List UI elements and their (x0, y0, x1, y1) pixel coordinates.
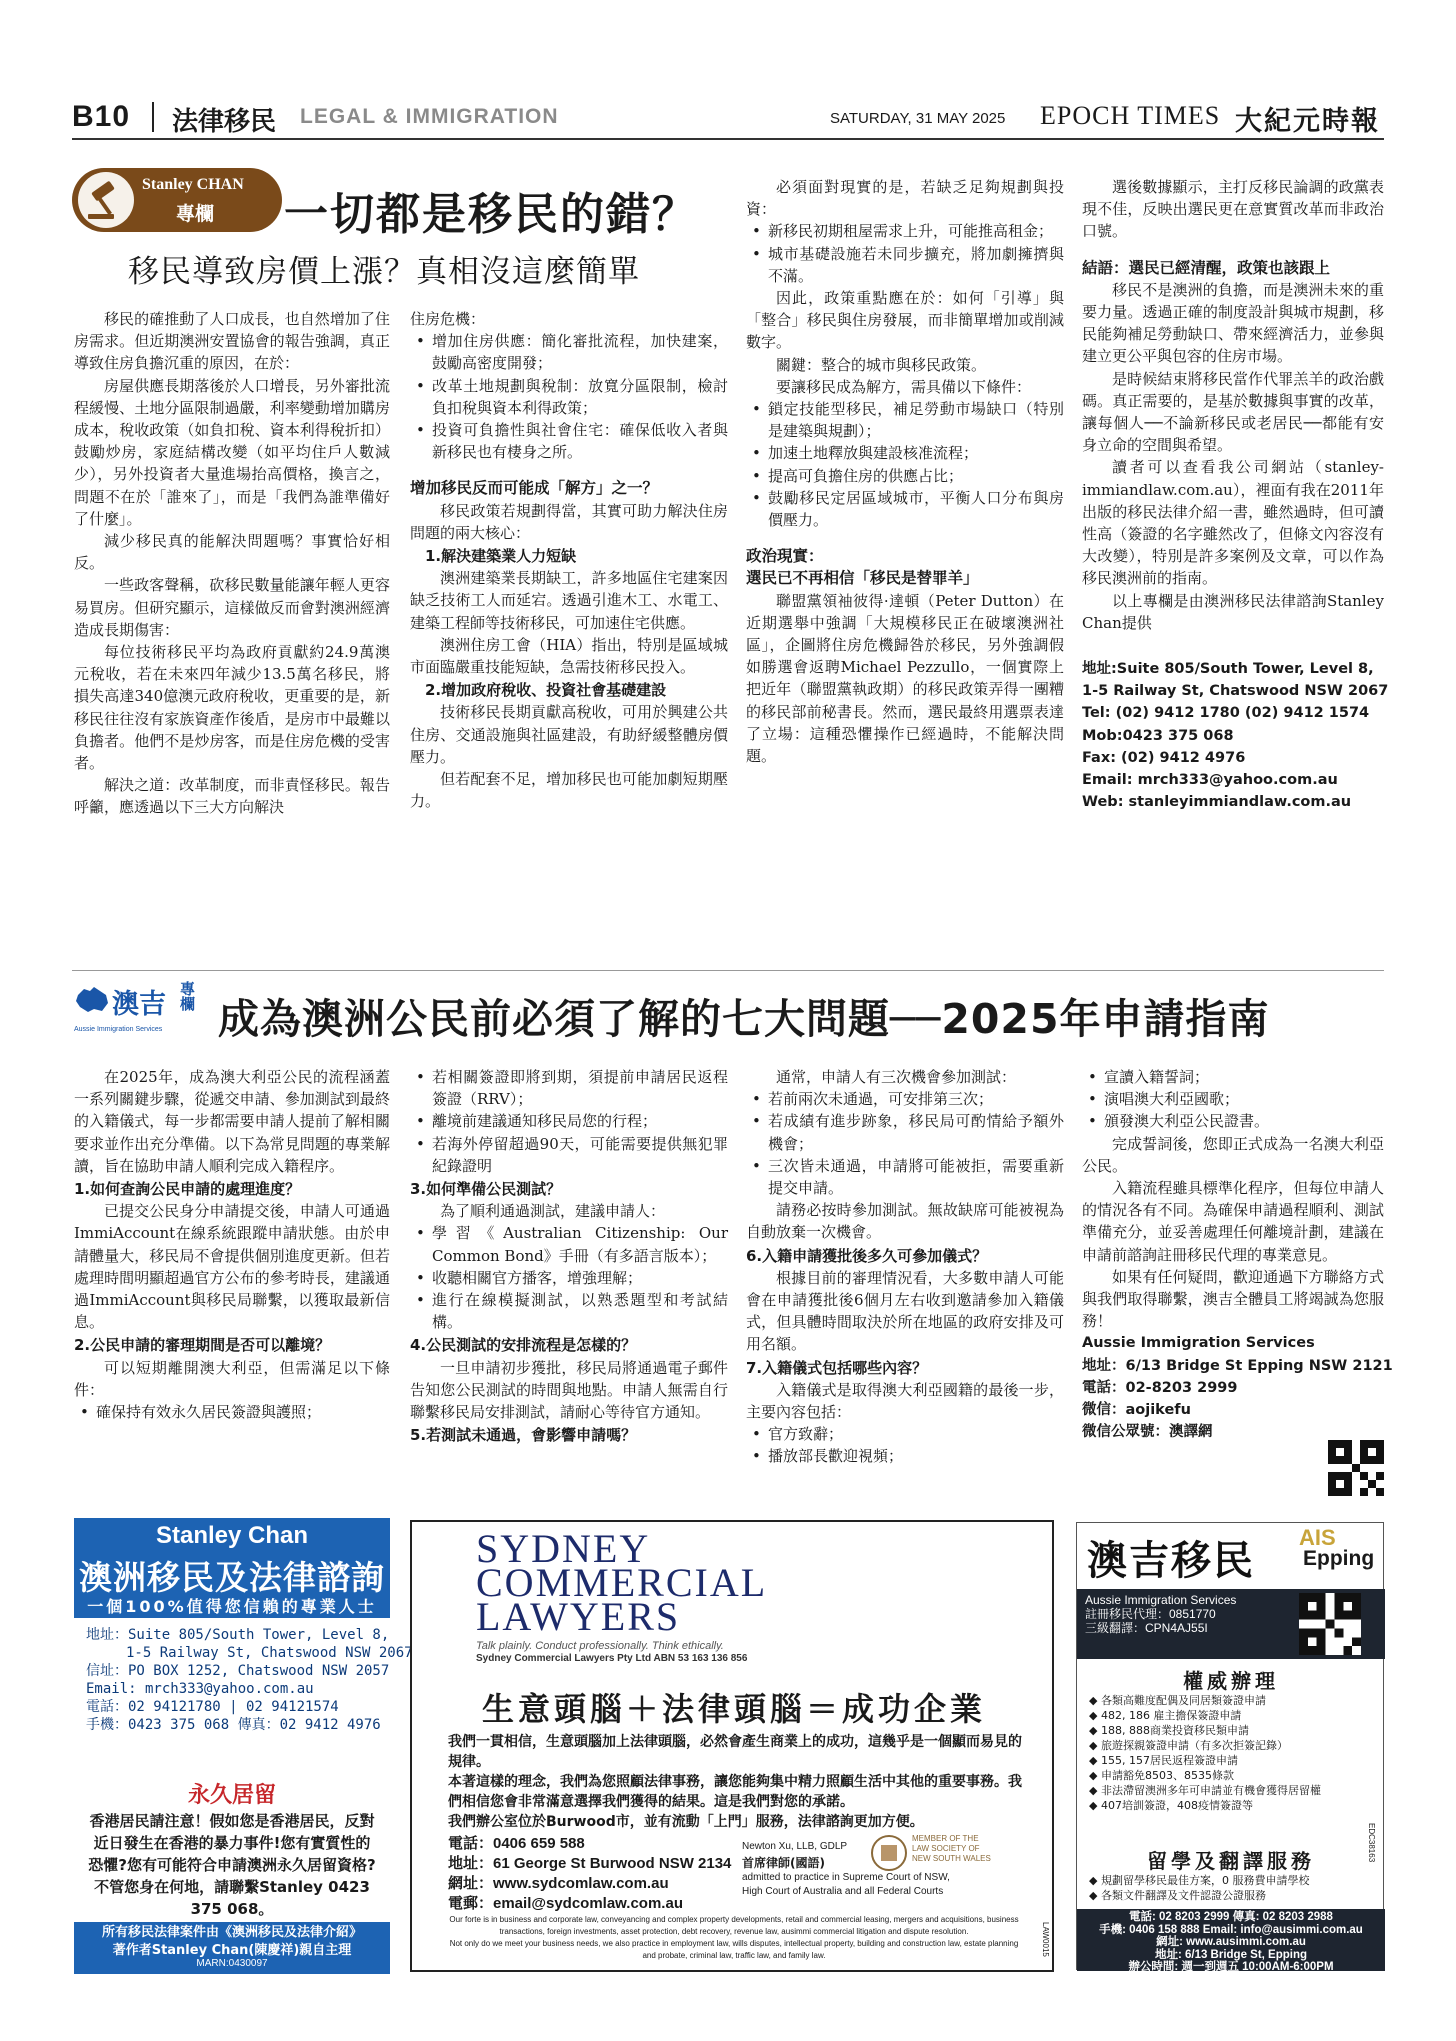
ad-code: LAW0015 (1041, 1922, 1050, 1957)
services-list (1089, 1873, 1379, 1903)
wechat-official: 微信公眾號：澳譯網 (1082, 1424, 1213, 1441)
bullet-list (410, 330, 728, 463)
list-item: ◆ 申請豁免8503、8535條款 (1089, 1769, 1234, 1782)
website: Web: stanleyimmiandlaw.com.au (1082, 794, 1352, 811)
services-heading: 權威辦理 (1183, 1669, 1279, 1693)
column-brand: 澳吉 (112, 989, 166, 1020)
list-item: • 鼓勵移民定居區域城市，平衡人口分布與房價壓力。 (746, 487, 1064, 531)
list-item: • 頒發澳大利亞公民證書。 (1082, 1110, 1384, 1132)
paragraph: 以上專欄是由澳洲移民法律諮詢Stanley Chan提供 (1082, 591, 1384, 632)
footer-line: 週六、週日請預約 (1185, 1973, 1277, 1986)
list-item: ◆ 規劃留學移民最佳方案，0 服務費申請學校 (1089, 1874, 1310, 1887)
list-item: • 若前兩次未通過，可安排第三次； (746, 1088, 1064, 1110)
column-label: 專欄 (176, 203, 215, 225)
ad-title: 澳洲移民及法律諮詢 (79, 1558, 385, 1597)
services-heading: 留學及翻譯服務 (1147, 1849, 1315, 1873)
company-name: Aussie Immigration Services (1082, 1335, 1315, 1352)
mobile: Mob:0423 375 068 (1082, 727, 1234, 744)
page-number: B10 (72, 100, 131, 133)
paragraph: 在2025年，成為澳大利亞公民的流程涵蓋一系列關鍵步驟，從遞交申請、參加測試到最終的入籍儀式，每一步都需要申請人提前了解相關要求並作出充分準備。以下為常見問題的專業解讀，旨在協助申請人順利完成入籍程序。 (74, 1068, 390, 1175)
masthead-zh: 大紀元時報 (1235, 106, 1380, 137)
list-item: • 增加住房供應：簡化審批流程，加快建案，鼓勵高密度開發； (410, 330, 728, 374)
email: 電郵：email@sydcomlaw.com.au (448, 1895, 683, 1912)
paragraph: 通常，申請人有三次機會參加測試： (776, 1068, 1017, 1086)
logo-line: COMMERCIAL (476, 1560, 768, 1605)
marn-number: MARN:0430097 (196, 1958, 268, 1969)
paragraph: 移民政策若規劃得當，其實可助力解決住房問題的兩大核心： (410, 501, 728, 542)
column-label: 專欄 (180, 980, 196, 1013)
paragraph: 減少移民真的能解決問題嗎？事實恰好相反。 (74, 532, 390, 573)
phone: 電話：02-8203 2999 (1082, 1379, 1238, 1396)
paragraph: 但若配套不足，增加移民也可能加劇短期壓力。 (410, 770, 728, 811)
ad-title: 澳吉移民 (1087, 1538, 1255, 1584)
agent-number: 註冊移民代理：0851770 (1085, 1607, 1216, 1621)
paragraph: 要讓移民成為解方，需具備以下條件： (776, 377, 1032, 396)
paragraph: 如果有任何疑問，歡迎通過下方聯絡方式與我們取得聯繫，澳吉全體員工將竭誠為您服務！ (1082, 1267, 1384, 1331)
list-item: • 確保持有效永久居民簽證與護照； (74, 1401, 390, 1423)
list-item: • 官方致辭； (746, 1423, 1064, 1445)
ad-contact (74, 1626, 413, 1734)
email: Email: mrch333@yahoo.com.au (1082, 772, 1338, 789)
lawyer-name: Newton Xu, LLB, GDLP (742, 1841, 848, 1852)
paragraph: 必須面對現實的是，若缺乏足夠規劃與投資： (746, 178, 1064, 219)
list-item: ◆ 407培訓簽證，408疫情簽證等 (1089, 1799, 1253, 1812)
address-line: 地址:Suite 805/South Tower, Level 8, (1082, 661, 1374, 678)
section-heading: 選民已不再相信「移民是替罪羊」 (746, 569, 979, 588)
question-heading: 7.入籍儀式包括哪些內容？ (746, 1358, 928, 1377)
paragraph: 讀者可以查看我公司網站（stanley-immiandlaw.com.au），裡面有我在2011年出版的移民法律介紹一書，雖然過時，但可讀性高（簽證的名字雖然改了，但條文內容沒有大改變），特別是許多案例及文章，可以作為移民澳洲前的指南。 (1082, 458, 1384, 588)
question-heading: 4.公民測試的安排流程是怎樣的？ (410, 1336, 637, 1355)
paragraph: 一些政客聲稱，砍移民數量能讓年輕人更容易買房。但研究顯示，這樣做反而會對澳洲經濟造成長期傷害： (74, 576, 390, 639)
paragraph: 澳洲建築業長期缺工，許多地區住宅建案因缺乏技術工人而延宕。透過引進木工、水電工、建築工程師等技術移民，可加速住宅供應。 (410, 569, 728, 632)
masthead-en: EPOCH TIMES (1040, 101, 1221, 130)
fine-print-line: Our forte is in business and corporate law, conveyancing and complex property developments, retail and commercial leasing, mergers and acquisitions, business transactions, foreign investments, asset protection, debt recovery, revenue law, ausimmi commercial litigation and dispute resolution. (449, 1915, 1019, 1936)
company-name: Aussie Immigration Services (1085, 1593, 1237, 1607)
services-list (1089, 1693, 1379, 1813)
article2-column-2 (410, 1066, 728, 1446)
paragraph: 我們一貫相信，生意頭腦加上法律頭腦，必然會產生商業上的成功，這幾乎是一個顯而易見的規律。 (448, 1734, 1022, 1770)
list-item: ◆ 旅遊探親簽證申請（有多次拒簽記錄） (1089, 1739, 1288, 1752)
list-item: • 改革土地規劃與稅制：放寬分區限制，檢討負扣稅與資本利得政策； (410, 375, 728, 419)
branch-name: Epping (1303, 1547, 1375, 1570)
stanley-chan-ad (74, 1518, 413, 1974)
section-title-en: LEGAL & IMMIGRATION (300, 105, 559, 128)
gavel-icon (78, 172, 134, 228)
footer-line: 辦公時間: 週一到週五 10:00AM-6:00PM (1128, 1961, 1334, 1973)
columnist-name: Stanley CHAN (142, 176, 244, 193)
address-line: 1-5 Railway St, Chatswood NSW 2067 (126, 1645, 413, 1661)
paragraph: 一旦申請初步獲批，移民局將通過電子郵件告知您公民測試的時間與地點。申請人無需自行聯繫移民局安排測試，請耐心等待官方通知。 (410, 1358, 728, 1422)
paragraph: 聯盟黨領袖彼得·達頓（Peter Dutton）在近期選舉中強調「大規模移民正在破壞澳洲社區」，企圖將住房危機歸咎於移民，另外強調假如勝選會返聘Michael Pezzullo，一個實際上把近年（聯盟黨執政期）的移民政策弄得一團糟的移民部前秘書長。然而，選民最終用選票表達了立場：這種恐懼操作已經過時，不能解決問題。 (746, 591, 1064, 766)
email: Email: mrch333@yahoo.com.au (86, 1681, 314, 1697)
paragraph: 每位技術移民平均為政府貢獻約24.9萬澳元稅收，若在未來四年減少13.5萬名移民，將損失高達340億澳元政府稅收，更重要的是，新移民往往沒有家族資產作後盾，是房市中最難以負擔者。他們不是炒房客，而是住房危機的受害者。 (74, 643, 390, 773)
address-line: 1-5 Railway St, Chatswood NSW 2067 (1082, 683, 1389, 700)
pr-heading: 永久居留 (187, 1783, 276, 1808)
question-heading: 2.公民申請的審理期間是否可以離境？ (74, 1336, 331, 1355)
article2-column-4 (1082, 1066, 1393, 1443)
phone: 電話：02 94121780 | 02 94121574 (86, 1699, 339, 1715)
mobile: 手機：0423 375 068 傳真：02 9412 4976 (86, 1717, 381, 1733)
list-item: • 提高可負擔住房的供應占比； (746, 465, 1064, 487)
footer-line: 著作者Stanley Chan(陳慶祥)親自主理 (112, 1943, 352, 1958)
bullet-list (1082, 1066, 1384, 1133)
ad-headline: 生意頭腦＋法律頭腦＝成功企業 (481, 1690, 986, 1728)
ad-slogan: 一個100%值得您信賴的專業人士 (87, 1597, 377, 1616)
footer-line: 電話: 02 8203 2999 傳真: 02 8203 2988 (1129, 1911, 1333, 1923)
section-heading: 增加移民反而可能成「解方」之一？ (410, 479, 659, 498)
paragraph: 本著這樣的理念，我們為您照顧法律事務，讓您能夠集中精力照顧生活中其他的重要事務。我們相信您會非常滿意選擇我們獲得的結果。這是我們對您的承諾。 (448, 1774, 1022, 1810)
phone: Tel: (02) 9412 1780 (02) 9412 1574 (1082, 705, 1370, 722)
qr-code (1328, 1440, 1384, 1502)
ais-logo: AIS (1299, 1525, 1336, 1550)
paragraph: 已提交公民身分申請提交後，申請人可通過ImmiAccount在線系統跟蹤申請狀態。由於申請體量大，移民局不會提供個別進度更新。但若處理時間明顯超過官方公布的參考時長，建議通過ImmiAccount與移民局聯繫，以獲取最新信息。 (74, 1202, 390, 1332)
footer-line: 網址: www.ausimmi.com.au (1156, 1936, 1306, 1948)
header-divider (152, 102, 154, 132)
list-item: • 若相關簽證即將到期，須提前申請居民返程簽證（RRV）； (410, 1066, 728, 1110)
question-heading: 5.若測試未通過，會影響申請嗎？ (410, 1426, 637, 1445)
sub-heading: 1.解決建築業人力短缺 (425, 547, 577, 566)
paragraph: 請務必按時參加測試。無故缺席可能被視為自動放棄一次機會。 (746, 1201, 1064, 1242)
paragraph: 關鍵：整合的城市與移民政策。 (776, 355, 987, 374)
paragraph: 移民的確推動了人口成長，也自然增加了住房需求。但近期澳洲安置協會的報告強調，真正導致住房負擔沉重的原因，在於： (74, 310, 390, 373)
section-heading: 結語：選民已經清醒，政策也該跟上 (1082, 258, 1331, 277)
section-heading: 政治現實： (746, 547, 824, 566)
list-item: • 新移民初期租屋需求上升，可能推高租金； (746, 220, 1064, 242)
lawyer-title: 首席律師(國語) (742, 1856, 825, 1870)
lawyer-admission: admitted to practice in Supreme Court of NSW, (742, 1872, 950, 1883)
section-title-zh: 法律移民 (172, 107, 277, 137)
ad-fine-print (442, 1914, 1026, 1962)
article2-column-3 (746, 1066, 1064, 1468)
section-divider (72, 970, 1384, 971)
article2-column-1 (74, 1066, 390, 1423)
ad-name: Stanley Chan (155, 1522, 309, 1549)
list-item: ◆ 155, 157居民返程簽證申請 (1089, 1754, 1238, 1767)
firm-logo (476, 1526, 768, 1639)
article1-column-2 (410, 308, 728, 812)
bullet-list (746, 1423, 1064, 1467)
list-item: • 學習《Australian Citizenship: Our Common Bond》手冊（有多語言版本）； (410, 1222, 728, 1266)
list-item: • 收聽相關官方播客，增強理解； (410, 1267, 728, 1289)
paragraph: 完成誓詞後，您即正式成為一名澳大利亞公民。 (1082, 1134, 1384, 1175)
list-item: • 城市基礎設施若未同步擴充，將加劇擁擠與不滿。 (746, 243, 1064, 287)
paragraph: 是時候結束將移民當作代罪羔羊的政治戲碼。真正需要的，是基於數據與事實的改革，讓每個人──不論新移民或老居民──都能有安身立命的空間與希望。 (1082, 369, 1384, 455)
paragraph: 技術移民長期貢獻高稅收，可用於興建公共住房、交通設施與社區建設，有助紓緩整體房價壓力。 (410, 703, 728, 766)
australia-map-icon (74, 985, 110, 1019)
list-item: • 進行在線模擬測試，以熟悉題型和考試結構。 (410, 1289, 728, 1333)
article1-column-4 (1082, 176, 1389, 813)
fax: Fax: (02) 9412 4976 (1082, 749, 1246, 766)
address: 地址：6/13 Bridge St Epping NSW 2121 (1082, 1357, 1393, 1374)
postal-address: 信址：PO BOX 1252, Chatswood NSW 2057 (86, 1663, 390, 1679)
law-society-seal-icon (870, 1834, 908, 1876)
firm-legal-name: Sydney Commercial Lawyers Pty Ltd ABN 53 163 136 856 (476, 1653, 748, 1664)
list-item: • 若成績有進步跡象，移民局可酌情給予額外機會； (746, 1110, 1064, 1154)
footer-line: 所有移民法律案件由《澳洲移民及法律介紹》 (101, 1925, 362, 1940)
fine-print-line: Not only do we meet your business needs, we also practice in employment law, wills disputes, intellectual property, building and construction law, estate planning and probate, criminal law, traffic law, and family law. (449, 1939, 1019, 1960)
bullet-list (410, 1066, 728, 1177)
list-item: • 鎖定技能型移民，補足勞動市場缺口（特別是建築與規劃）； (746, 398, 1064, 442)
list-item: ◆ 各類高難度配偶及同居類簽證申請 (1089, 1694, 1266, 1707)
list-item: • 演唱澳大利亞國歌； (1082, 1088, 1384, 1110)
address-line: 地址：Suite 805/South Tower, Level 8, (86, 1627, 390, 1643)
wechat: 微信：aojikefu (1082, 1402, 1191, 1419)
issue-date: SATURDAY, 31 MAY 2025 (830, 110, 1006, 127)
list-item: ◆ 482, 186 雇主擔保簽證申請 (1089, 1709, 1242, 1722)
article1-column-1 (74, 308, 390, 819)
bullet-list (74, 1401, 390, 1423)
paragraph: 根據目前的審理情況看，大多數申請人可能會在申請獲批後6個月左右收到邀請參加入籍儀式，但具體時間取決於所在地區的政府安排及可用名額。 (746, 1268, 1064, 1354)
question-heading: 1.如何查詢公民申請的處理進度？ (74, 1180, 301, 1199)
list-item: • 播放部長歡迎視頻； (746, 1445, 1064, 1467)
footer-line: 手機: 0406 158 888 Email: info@ausimmi.com.au (1099, 1923, 1363, 1936)
paragraph: 房屋供應長期落後於人口增長，另外審批流程緩慢、土地分區限制過嚴，利率變動增加購房成本，稅收政策（如負扣稅、資本利得稅折扣）鼓勵炒房，家庭結構改變（如平均住戶人數減少），另外投資者大量進場抬高價格，換言之，問題不在於「誰來了」，而是「我們為誰準備好了什麼」。 (74, 376, 390, 528)
question-heading: 6.入籍申請獲批後多久可參加儀式？ (746, 1246, 988, 1265)
list-item: ◆ 各類文件翻譯及文件認證公證服務 (1089, 1889, 1266, 1902)
translator-number: 三級翻譯：CPN4AJ55I (1085, 1621, 1208, 1635)
header-rule (72, 138, 1384, 140)
lawyer-admission: High Court of Australia and all Federal Courts (742, 1886, 944, 1897)
paragraph: 住房危機： (410, 310, 486, 328)
paragraph: 選後數據顯示，主打反移民論調的政黨表現不佳，反映出選民更在意實質改革而非政治口號。 (1082, 178, 1384, 241)
paragraph: 因此，政策重點應在於：如何「引導」與「整合」移民與住房發展，而非簡單增加或削減數字。 (746, 289, 1064, 352)
paragraph: 移民不是澳洲的負擔，而是澳洲未來的重要力量。透過正確的制度設計與城市規劃，移民能夠補足勞動缺口、帶來經濟活力，並參與建立更公平與包容的住房市場。 (1082, 280, 1384, 366)
article-subheadline: 移民導致房價上漲？真相沒這麼簡單 (128, 254, 640, 290)
list-item: • 三次皆未通過，申請將可能被拒，需要重新提交申請。 (746, 1155, 1064, 1199)
paragraph: 為了順利通過測試，建議申請人： (440, 1202, 666, 1221)
list-item: • 加速土地釋放與建設核准流程； (746, 442, 1064, 464)
paragraph: 解決之道：改革制度，而非責怪移民。報告呼籲，應透過以下三大方向解決 (74, 776, 390, 817)
ad-contact (448, 1834, 731, 1914)
list-item: • 投資可負擔性與社會住宅：確保低收入者與新移民也有棲身之所。 (410, 419, 728, 463)
pr-body: 香港居民請注意！假如您是香港居民，反對近日發生在香港的暴力事件!您有實質性的恐懼?您有可能符合申請澳洲永久居留資格?不管您身在何地，請聯繫Stanley 0423 375 068。 (88, 1812, 376, 1918)
ad-code: EDC38163 (1367, 1823, 1376, 1863)
phone: 電話：0406 659 588 (448, 1835, 585, 1852)
contact-block (1082, 1332, 1393, 1443)
address: 地址：61 George St Burwood NSW 2134 (448, 1855, 732, 1872)
article1-column-3 (746, 176, 1064, 767)
list-item: ◆ 非法滯留澳洲多年可申請並有機會獲得居留權 (1089, 1784, 1321, 1797)
aussie-immigration-ad (1076, 1522, 1384, 1986)
paragraph: 我們辦公室位於Burwood市，並有流動「上門」服務，法律諮詢更加方便。 (448, 1814, 924, 1830)
law-society-text: MEMBER OF THE LAW SOCIETY OF NEW SOUTH WALES (912, 1834, 991, 1863)
paragraph: 澳洲住房工會（HIA）指出，特別是區域城市面臨嚴重技能短缺，急需技術移民投入。 (410, 635, 728, 677)
logo-line: SYDNEY (476, 1526, 651, 1571)
paragraph: 可以短期離開澳大利亞，但需滿足以下條件： (74, 1358, 390, 1399)
paragraph: 入籍流程雖具標準化程序，但每位申請人的情況各有不同。為確保申請過程順利、測試準備充分，並妥善處理任何離境計劃，建議在申請前諮詢註冊移民代理的專業意見。 (1082, 1179, 1384, 1264)
sub-heading: 2.增加政府稅收、投資社會基礎建設 (425, 681, 667, 700)
list-item: • 宣讀入籍誓詞； (1082, 1066, 1384, 1088)
firm-tagline: Talk plainly. Conduct professionally. Think ethically. (476, 1640, 724, 1652)
footer-line: 地址: 6/13 Bridge St, Epping (1154, 1948, 1308, 1961)
list-item: ◆ 188, 888商業投資移民類申請 (1089, 1724, 1249, 1737)
article-headline: 一切都是移民的錯？ (284, 189, 698, 240)
qr-code (1299, 1593, 1361, 1659)
bullet-list (410, 1222, 728, 1333)
paragraph: 入籍儀式是取得澳大利亞國籍的最後一步，主要內容包括： (746, 1380, 1064, 1422)
article-headline: 成為澳洲公民前必須了解的七大問題──2025年申請指南 (218, 995, 1270, 1043)
sydney-commercial-lawyers-ad (410, 1520, 1054, 1972)
question-heading: 3.如何準備公民測試？ (410, 1180, 562, 1199)
column-brand-en: Aussie Immigration Services (74, 1026, 163, 1033)
logo-line: LAWYERS (476, 1594, 681, 1639)
list-item: • 若海外停留超過90天，可能需要提供無犯罪紀錄證明 (410, 1133, 728, 1177)
list-item: • 離境前建議通知移民局您的行程； (410, 1110, 728, 1132)
bullet-list (746, 398, 1064, 531)
bullet-list (746, 1088, 1064, 1199)
ad-footer (1077, 1909, 1385, 1986)
ad-body (448, 1732, 1026, 1832)
contact-block (1082, 658, 1389, 813)
website: 網址：www.sydcomlaw.com.au (448, 1875, 669, 1892)
bullet-list (746, 220, 1064, 287)
